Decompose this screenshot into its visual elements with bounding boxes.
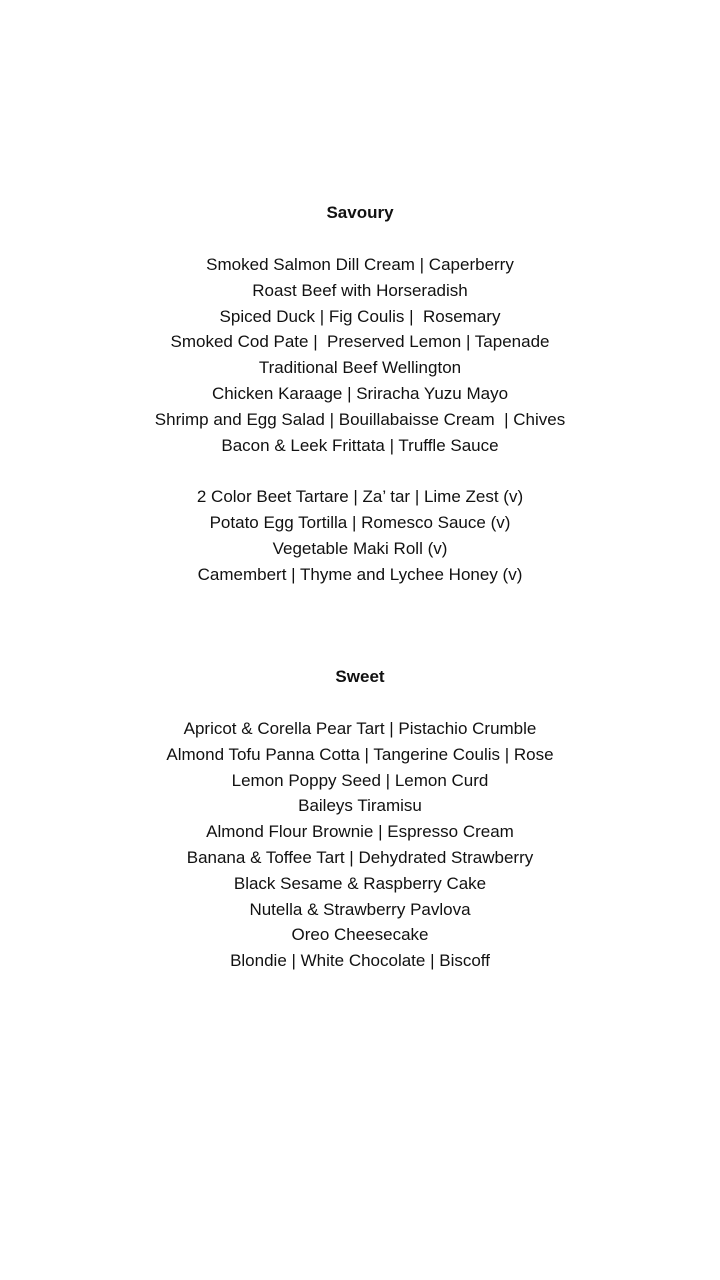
menu-item: Bacon & Leek Frittata | Truffle Sauce bbox=[221, 435, 499, 455]
menu-item: Oreo Cheesecake bbox=[291, 925, 429, 945]
menu-item: Spiced Duck | Fig Coulis | Rosemary bbox=[219, 306, 501, 326]
savoury-list bbox=[0, 252, 720, 458]
menu-item: Blondie | White Chocolate | Biscoff bbox=[230, 951, 490, 971]
menu-item: Black Sesame & Raspberry Cake bbox=[233, 873, 487, 893]
menu-item: Camembert | Thyme and Lychee Honey (v) bbox=[197, 564, 523, 584]
menu-item: Lemon Poppy Seed | Lemon Curd bbox=[231, 770, 489, 790]
menu-item: Almond Flour Brownie | Espresso Cream bbox=[206, 822, 514, 842]
menu-item: Shrimp and Egg Salad | Bouillabaisse Cream | Chives bbox=[154, 409, 566, 429]
sweet-section bbox=[0, 664, 720, 974]
savoury-heading: Savoury bbox=[326, 203, 394, 222]
menu-item: Potato Egg Tortilla | Romesco Sauce (v) bbox=[209, 512, 511, 532]
savoury-section bbox=[0, 200, 720, 587]
menu-item: 2 Color Beet Tartare | Za’ tar | Lime Zest (v) bbox=[196, 487, 524, 507]
menu-item: Chicken Karaage | Sriracha Yuzu Mayo bbox=[211, 383, 509, 403]
menu-item: Smoked Cod Pate | Preserved Lemon | Tapenade bbox=[170, 332, 550, 352]
menu-item: Vegetable Maki Roll (v) bbox=[272, 538, 448, 558]
menu-item: Nutella & Strawberry Pavlova bbox=[249, 899, 471, 919]
menu-item: Apricot & Corella Pear Tart | Pistachio Crumble bbox=[183, 719, 537, 738]
savoury-vegetarian-list bbox=[0, 484, 720, 587]
sweet-list bbox=[0, 716, 720, 974]
menu-item: Baileys Tiramisu bbox=[298, 796, 422, 816]
menu-item: Almond Tofu Panna Cotta | Tangerine Coulis | Rose bbox=[166, 744, 554, 764]
menu-item: Roast Beef with Horseradish bbox=[252, 280, 468, 300]
menu-item: Smoked Salmon Dill Cream | Caperberry bbox=[206, 255, 514, 274]
sweet-heading: Sweet bbox=[335, 667, 385, 686]
menu-item: Traditional Beef Wellington bbox=[258, 358, 462, 378]
menu-item: Banana & Toffee Tart | Dehydrated Strawberry bbox=[186, 847, 534, 867]
